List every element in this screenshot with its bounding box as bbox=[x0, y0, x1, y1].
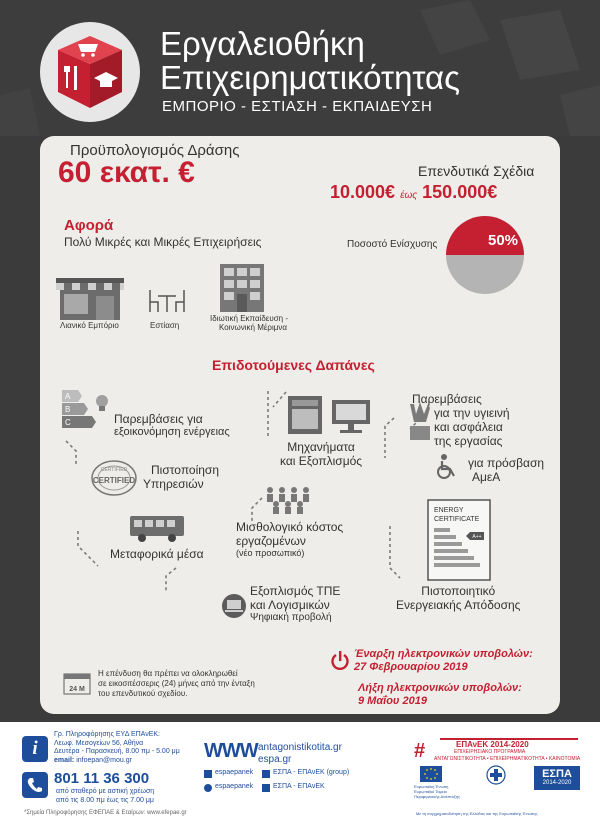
calendar-text: 24 Μ bbox=[69, 686, 85, 693]
concern-education-label-line2: Κοινωνική Μέριμνα bbox=[219, 323, 287, 332]
energy-rating-b: B bbox=[65, 405, 71, 414]
concern-education-label-line1: Ιδιωτική Εκπαίδευση - bbox=[210, 314, 289, 323]
eu-line3: Περιφερειακής Ανάπτυξης bbox=[414, 794, 460, 799]
duration-line2: σε εικοσιτέσσερις (24) μήνες από την ένταξη bbox=[98, 679, 255, 688]
header bbox=[0, 0, 600, 136]
expense-health-line4: της εργασίας bbox=[434, 434, 503, 448]
greek-emblem-icon bbox=[486, 764, 506, 786]
footer-email-link[interactable]: infoepan@mou.gr bbox=[76, 756, 132, 764]
www-logo: WWW bbox=[204, 740, 258, 762]
expenses-title: Επιδοτούμενες Δαπάνες bbox=[212, 357, 375, 373]
footer-note: *Σημεία Πληροφόρησης ΕΦΕΠΑΕ & Εταίρων: www.efepae.gr bbox=[24, 810, 187, 816]
monitor-icon bbox=[330, 398, 372, 436]
ict-icon bbox=[220, 592, 248, 622]
expense-health-line3: και ασφάλεια bbox=[434, 420, 503, 434]
footer-info-line3: Δευτέρα - Παρασκευή, 8.00 πμ - 5.00 μμ bbox=[54, 748, 180, 755]
expense-energy bbox=[114, 412, 230, 438]
retail-shop-icon bbox=[54, 272, 126, 322]
eu-line1: Ευρωπαϊκή Ένωση bbox=[414, 784, 449, 789]
espa-years: 2014-2020 bbox=[542, 780, 572, 786]
expense-energy-line2: εξοικονόμηση ενέργειας bbox=[114, 426, 230, 438]
budget-label: Προϋπολογισμός Δράσης bbox=[70, 142, 240, 159]
epanek-sub1: ΕΠΙΧΕΙΡΗΣΙΑΚΟ ΠΡΟΓΡΑΜΜΑ bbox=[454, 749, 526, 755]
epanek-hash-icon: # bbox=[414, 740, 426, 762]
expense-certification-line2: Υπηρεσιών bbox=[143, 477, 204, 491]
expense-machinery bbox=[280, 440, 362, 468]
stamp-text-main: CERTIFIED bbox=[92, 476, 136, 485]
expense-energy-cert-line1: Πιστοποιητικό bbox=[421, 584, 496, 598]
concern-catering-label: Εστίαση bbox=[150, 321, 180, 330]
expense-machinery-line2: και Εξοπλισμός bbox=[280, 454, 363, 468]
footer-social-twitter[interactable]: espaepanek bbox=[215, 783, 254, 790]
duration-line1: Η επένδυση θα πρέπει να ολοκληρωθεί bbox=[98, 669, 238, 678]
footer-info-line1: Γρ. Πληροφόρησης ΕΥΔ ΕΠΑνΕΚ: bbox=[54, 731, 160, 738]
education-building-icon bbox=[218, 260, 266, 312]
twitter-icon bbox=[204, 784, 212, 792]
expense-certification bbox=[143, 463, 219, 491]
submission-end bbox=[358, 682, 522, 708]
footer-site-espa[interactable]: espa.gr bbox=[258, 754, 292, 765]
logo bbox=[40, 22, 140, 122]
footer-social-facebook-1[interactable]: espaepanek bbox=[215, 769, 254, 776]
support-pie-label: 50% bbox=[487, 232, 519, 249]
facebook-icon bbox=[204, 770, 212, 778]
duration-line3: του επενδυτικού σχεδίου. bbox=[98, 689, 188, 698]
investment-min: 10.000€ bbox=[330, 182, 396, 202]
investment-connector: έως bbox=[400, 190, 418, 201]
investment-label: Επενδυτικά Σχέδια bbox=[418, 163, 535, 179]
facebook-group-icon bbox=[262, 770, 270, 778]
duration-note bbox=[98, 669, 255, 699]
certified-stamp-icon bbox=[90, 458, 140, 498]
espa-label: ΕΣΠΑ bbox=[542, 768, 572, 780]
energy-cert-card-badge: A++ bbox=[472, 534, 482, 540]
footer bbox=[0, 722, 600, 821]
eu-line2: Ευρωπαϊκό Ταμείο bbox=[414, 789, 447, 794]
footer-websites bbox=[258, 742, 342, 766]
footer-social-youtube[interactable]: ΕΣΠΑ - ΕΠΑνΕΚ bbox=[273, 783, 325, 790]
energy-certificate-icon bbox=[426, 498, 496, 584]
energy-cert-card-line1: ENERGY bbox=[434, 507, 464, 514]
footer-social-facebook-2[interactable]: ΕΣΠΑ - ΕΠΑνΕΚ (group) bbox=[273, 769, 350, 776]
concern-retail-label: Λιανικό Εμπόριο bbox=[60, 321, 119, 330]
expense-energy-cert-line2: Ενεργειακής Απόδοσης bbox=[396, 598, 521, 612]
expense-energy-line1: Παρεμβάσεις για bbox=[114, 412, 203, 426]
investment-range bbox=[330, 182, 497, 203]
expense-certification-line1: Πιστοποίηση bbox=[151, 463, 220, 477]
submission-start-label: Έναρξη ηλεκτρονικών υποβολών: bbox=[354, 648, 533, 660]
investment-max: 150.000€ bbox=[422, 182, 498, 202]
expense-accessibility-line2: ΑμεΑ bbox=[472, 470, 501, 484]
support-pie-chart bbox=[445, 215, 525, 295]
expense-ict-line1: Εξοπλισμός ΤΠΕ bbox=[250, 584, 341, 598]
footer-phone-line2: από τις 8.00 πμ έως τις 7.00 μμ bbox=[56, 796, 154, 804]
expense-salaries-line3: (νέο προσωπικό) bbox=[236, 548, 305, 558]
header-subtitle: ΕΜΠΟΡΙΟ - ΕΣΤΙΑΣΗ - ΕΚΠΑΙΔΕΥΣΗ bbox=[162, 98, 433, 115]
energy-rating-labels bbox=[60, 388, 112, 432]
phone-icon bbox=[22, 772, 48, 798]
energy-rating-a: A bbox=[65, 392, 71, 401]
submission-end-label: Λήξη ηλεκτρονικών υποβολών: bbox=[358, 682, 522, 694]
workers-icon bbox=[264, 486, 314, 514]
main-card bbox=[40, 136, 560, 714]
concern-education-label bbox=[210, 314, 288, 332]
youtube-icon bbox=[262, 784, 270, 792]
footer-info bbox=[54, 731, 180, 765]
expense-salaries bbox=[236, 520, 343, 558]
expense-salaries-line1: Μισθολογικό κόστος bbox=[236, 520, 344, 534]
footer-email-label: email: bbox=[54, 756, 75, 764]
expense-ict-line3: Ψηφιακή προβολή bbox=[250, 612, 332, 623]
concerns-subtitle: Πολύ Μικρές και Μικρές Επιχειρήσεις bbox=[64, 235, 262, 249]
epanek-sub2: ΑΝΤΑΓΩΝΙΣΤΙΚΟΤΗΤΑ • ΕΠΙΧΕΙΡΗΜΑΤΙΚΟΤΗΤΑ • ΚΑΙΝΟΤΟΜΙΑ bbox=[434, 756, 581, 762]
submission-end-date: 9 Μαΐου 2019 bbox=[358, 695, 427, 707]
expense-transport: Μεταφορικά μέσα bbox=[110, 547, 204, 561]
energy-cert-card-line2: CERTIFICATE bbox=[434, 516, 480, 523]
footer-info-line2: Λεωφ. Μεσογείων 56, Αθήνα bbox=[54, 739, 144, 747]
budget-value: 60 εκατ. € bbox=[58, 156, 195, 189]
power-icon bbox=[330, 650, 350, 672]
expense-salaries-line2: εργαζομένων bbox=[236, 534, 306, 548]
expense-health-line2: για την υγιεινή bbox=[434, 406, 510, 420]
restaurant-icon bbox=[144, 286, 190, 316]
expense-machinery-line1: Μηχανήματα bbox=[287, 440, 355, 454]
footer-phone[interactable]: 801 11 36 300 bbox=[54, 770, 150, 787]
info-icon: i bbox=[22, 736, 48, 762]
energy-rating-c: C bbox=[65, 418, 71, 427]
cofund-text: Με τη συγχρηματοδότηση της Ελλάδας και της Ευρωπαϊκής Ένωσης bbox=[416, 811, 538, 816]
expense-ict-line2: και Λογισμικών bbox=[250, 598, 330, 612]
concerns-title: Αφορά bbox=[64, 217, 114, 234]
footer-phone-line1: από σταθερό με αστική χρέωση bbox=[56, 788, 155, 795]
wheelchair-icon bbox=[434, 454, 458, 480]
oven-icon bbox=[286, 394, 326, 436]
eu-text bbox=[414, 784, 460, 799]
footer-site-antagonistikotita[interactable]: antagonistikotita.gr bbox=[258, 742, 342, 753]
support-label: Ποσοστό Ενίσχυσης bbox=[347, 239, 438, 250]
expense-ict bbox=[250, 584, 340, 623]
header-title-line1: Εργαλειοθήκη bbox=[160, 25, 365, 62]
submission-start-date: 27 Φεβρουαρίου 2019 bbox=[354, 661, 468, 673]
expense-accessibility bbox=[468, 456, 544, 484]
stamp-text-top: CERTIFIED bbox=[100, 467, 128, 473]
epanek-title: ΕΠΑνΕΚ 2014-2020 bbox=[456, 740, 529, 749]
footer-phone-hours bbox=[56, 788, 154, 805]
expense-health bbox=[412, 392, 510, 448]
submission-start bbox=[354, 648, 533, 674]
bus-icon bbox=[128, 514, 186, 544]
expense-health-line1: Παρεμβάσεις bbox=[412, 392, 482, 406]
calendar-icon bbox=[62, 670, 92, 696]
eu-flag-icon bbox=[420, 766, 442, 782]
expense-accessibility-line1: για πρόσβαση bbox=[468, 456, 545, 470]
expense-energy-cert bbox=[396, 584, 520, 612]
header-title-line2: Επιχειρηματικότητας bbox=[160, 59, 460, 96]
espa-logo bbox=[534, 766, 580, 790]
